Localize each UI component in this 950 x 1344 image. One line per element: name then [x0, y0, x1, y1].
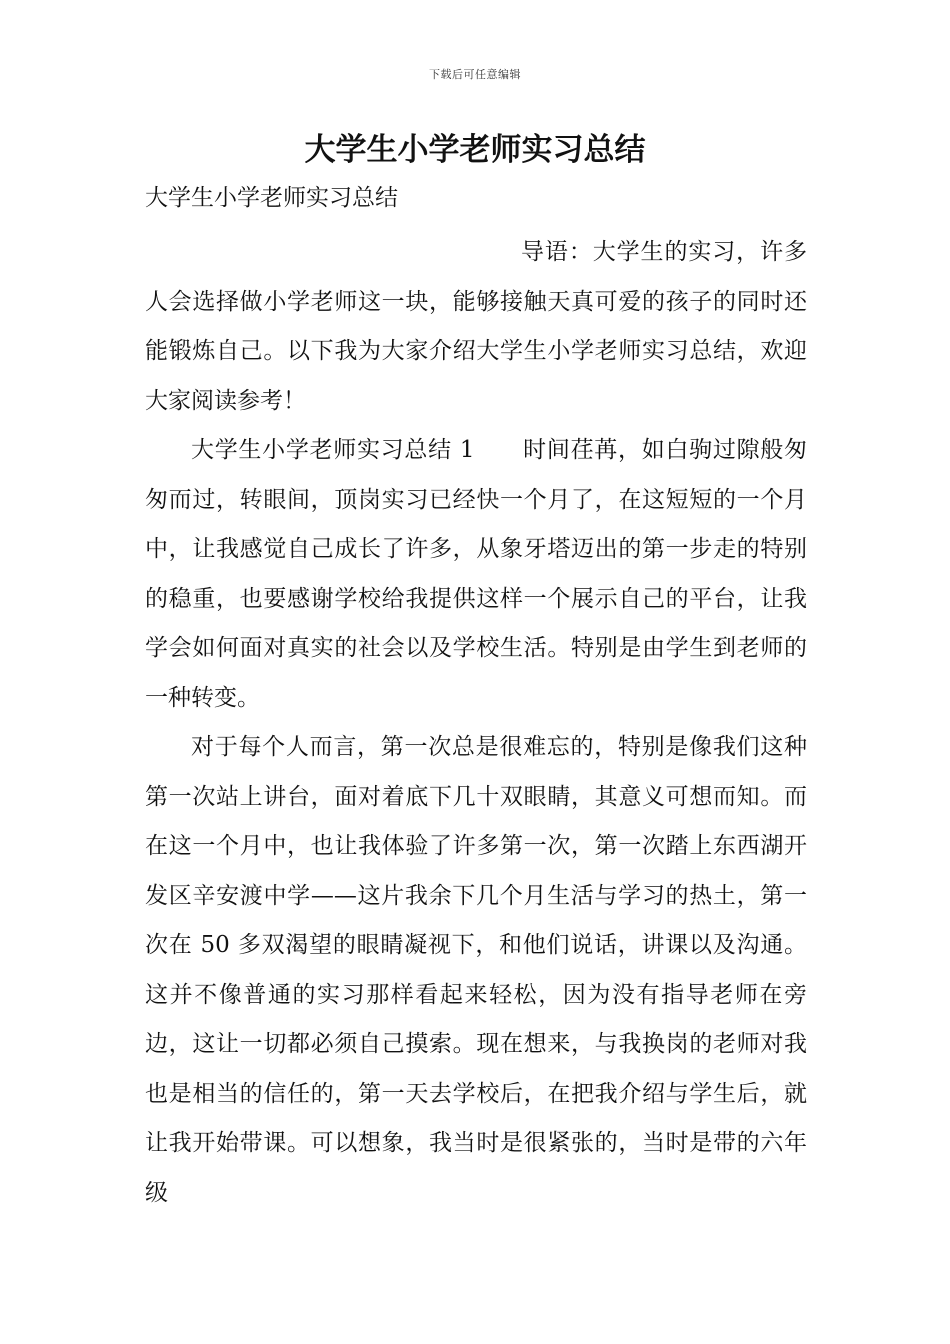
document-title: 大学生小学老师实习总结 — [304, 132, 646, 168]
intro-paragraph: 导语：大学生的实习，许多人会选择做小学老师这一块，能够接触天真可爱的孩子的同时还能锻炼自己。以下我为大家介绍大学生小学老师实习总结，欢迎大家阅读参考！ — [145, 239, 807, 414]
paragraph-2: 对于每个人而言，第一次总是很难忘的，特别是像我们这种第一次站上讲台，面对着底下几十双眼睛，其意义可想而知。而在这一个月中，也让我体验了许多第一次，第一次踏上东西湖开发区辛安渡中学——这片我余下几个月生活与学习的热土，第一次在 50 多双渴望的眼睛凝视下，和他们说话，讲课以及沟通。这并不像普通的实习那样看起来轻松，因为没有指导老师在旁边，这让一切都必须自己摸索。现在想来，与我换岗的老师对我也是相当的信任的，第一天去学校后，在把我介绍与学生后，就让我开始带课。可以想象，我当时是很紧张的，当时是带的六年级 — [145, 734, 807, 1206]
section-paragraph-1 — [145, 426, 807, 723]
section-heading: 大学生小学老师实习总结 1 — [191, 437, 475, 463]
paragraph-1-text: 时间荏苒，如白驹过隙般匆匆而过，转眼间，顶岗实习已经快一个月了，在这短短的一个月中，让我感觉自己成长了许多，从象牙塔迈出的第一步走的特别的稳重，也要感谢学校给我提供这样一个展示自己的平台，让我学会如何面对真实的社会以及学校生活。特别是由学生到老师的一种转变。 — [145, 437, 807, 711]
document-body — [145, 228, 807, 1218]
document-subtitle: 大学生小学老师实习总结 — [145, 185, 398, 211]
header-note: 下载后可任意编辑 — [429, 68, 521, 81]
